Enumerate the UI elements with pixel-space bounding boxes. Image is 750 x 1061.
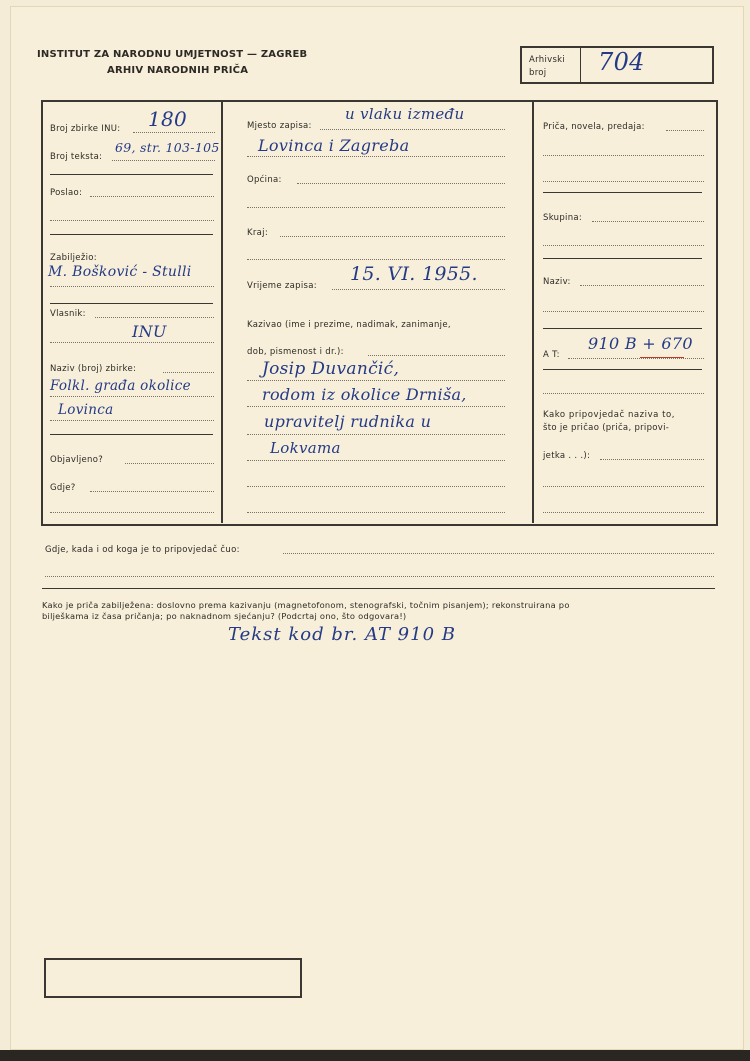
gdje-kada-label: Gdje, kada i od koga je to pripovjedač čuo: [45,545,240,555]
poslao-label: Poslao: [50,188,83,198]
kraj-label: Kraj: [247,228,269,238]
kako-label-line3: jetka . . .): [543,451,591,461]
archive-title: ARHIV NARODNIH PRIČA [107,65,249,76]
kazivao-line [368,355,505,356]
naziv-zbirke-line1: Folkl. građa okolice [50,378,191,394]
mjesto-line1: u vlaku između [345,105,465,123]
vrijeme-line [332,289,505,290]
gdje-line [90,491,214,492]
left-rule-4 [50,434,213,435]
naziv-zbirke-line [163,372,214,373]
left-rule-3 [50,303,213,304]
kako-zabiljezena-line2: bilješkama iz časa pričanja; po naknadnom sjećanju? (Podcrtaj ono, što odgovara!) [42,611,407,621]
prica-line-3 [543,181,704,182]
zbirka-line [133,132,215,133]
vlasnik-line-2 [50,342,214,343]
kazivao-line-3 [247,406,505,407]
at-label: A T: [543,350,560,360]
kazivao-line-7 [247,512,505,513]
poslao-line [90,196,214,197]
kako-label-line1: Kako pripovjedač naziva to, [543,410,676,420]
section-rule [42,588,715,589]
kraj-line-2 [247,259,505,260]
kako-zabiljezena-handwritten: Tekst kod br. AT 910 B [228,624,456,645]
naziv-line [580,285,704,286]
right-rule-2 [543,258,702,259]
prica-line-2 [543,155,704,156]
prica-label: Priča, novela, predaja: [543,122,645,132]
teksta-value: 69, str. 103-105 [115,140,220,155]
at-value: 910 B + 670 [588,334,693,353]
mjesto-label: Mjesto zapisa: [247,121,312,131]
naziv-label: Naziv: [543,277,571,287]
kako-zabiljezena-line1: Kako je priča zabilježena: doslovno prema kazivanju (magnetofonom, stenografski, točnim pisanjem); rekonstruirana po [42,600,570,610]
kazivao-line-4 [247,434,505,435]
opcina-label: Općina: [247,175,282,185]
zbirka-value: 180 [148,107,188,131]
at-line [568,358,704,359]
bottom-stamp-box [44,958,302,998]
skupina-line-2 [543,245,704,246]
vlasnik-label: Vlasnik: [50,309,86,319]
kazivao-line-5 [247,460,505,461]
objavljeno-line [125,463,214,464]
zabiljezio-value: M. Bošković - Stulli [48,264,192,280]
archive-label-line1: Arhivski [529,55,566,65]
prica-line [666,130,704,131]
skupina-line [592,221,704,222]
kazivao-line2: rodom iz okolice Drniša, [262,385,467,404]
archive-label-line2: broj [529,68,547,78]
institute-title: INSTITUT ZA NARODNU UMJETNOST — ZAGREB [37,49,308,60]
skupina-label: Skupina: [543,213,583,223]
at-underline [640,357,684,358]
naziv-zbirke-label: Naziv (broj) zbirke: [50,364,137,374]
column-divider-right [532,102,534,523]
vrijeme-label: Vrijeme zapisa: [247,281,317,291]
right-rule-1 [543,192,702,193]
mjesto-line [320,129,505,130]
mjesto-line2: Lovinca i Zagreba [258,136,410,155]
zabiljezio-line [50,286,214,287]
scan-edge [0,1050,750,1061]
kako-label-line2: što je pričao (priča, pripovi- [543,423,670,433]
kazivao-label-line2: dob, pismenost i dr.): [247,347,344,357]
naziv-zbirke-line2: Lovinca [58,402,114,418]
teksta-label: Broj teksta: [50,152,103,162]
at-line-2 [543,393,704,394]
gdje-label: Gdje? [50,483,76,493]
teksta-line [112,160,215,161]
kazivao-line3: upravitelj rudnika u [264,412,432,431]
kako-line-3 [543,512,704,513]
naziv-zbirke-line-3 [50,420,214,421]
zabiljezio-label: Zabilježio: [50,253,97,263]
objavljeno-label: Objavljeno? [50,455,104,465]
gdje-kada-line [283,553,714,554]
mjesto-line-2 [247,156,505,157]
kako-line-2 [543,486,704,487]
archive-box-divider [580,48,581,82]
right-rule-3 [543,328,702,329]
opcina-line [297,183,505,184]
opcina-line-2 [247,207,505,208]
gdje-kada-line-2 [45,576,714,577]
naziv-line-2 [543,311,704,312]
right-rule-4 [543,369,702,370]
vlasnik-line [95,317,214,318]
vrijeme-value: 15. VI. 1955. [350,263,478,285]
kazivao-label-line1: Kazivao (ime i prezime, nadimak, zanimanje, [247,320,451,330]
left-rule-1 [50,174,213,175]
vlasnik-value: INU [132,322,167,341]
kazivao-line1: Josip Duvančić, [262,359,400,379]
poslao-line-2 [50,220,214,221]
gdje-line-2 [50,512,214,513]
kako-line [600,459,704,460]
naziv-zbirke-line-2 [50,396,214,397]
left-rule-2 [50,234,213,235]
kazivao-line-6 [247,486,505,487]
zbirka-label: Broj zbirke INU: [50,124,121,134]
kraj-line [280,236,505,237]
column-divider-left [221,102,223,523]
kazivao-line4: Lokvama [270,439,341,457]
kazivao-line-2 [247,380,505,381]
archive-number-value: 704 [598,48,645,76]
